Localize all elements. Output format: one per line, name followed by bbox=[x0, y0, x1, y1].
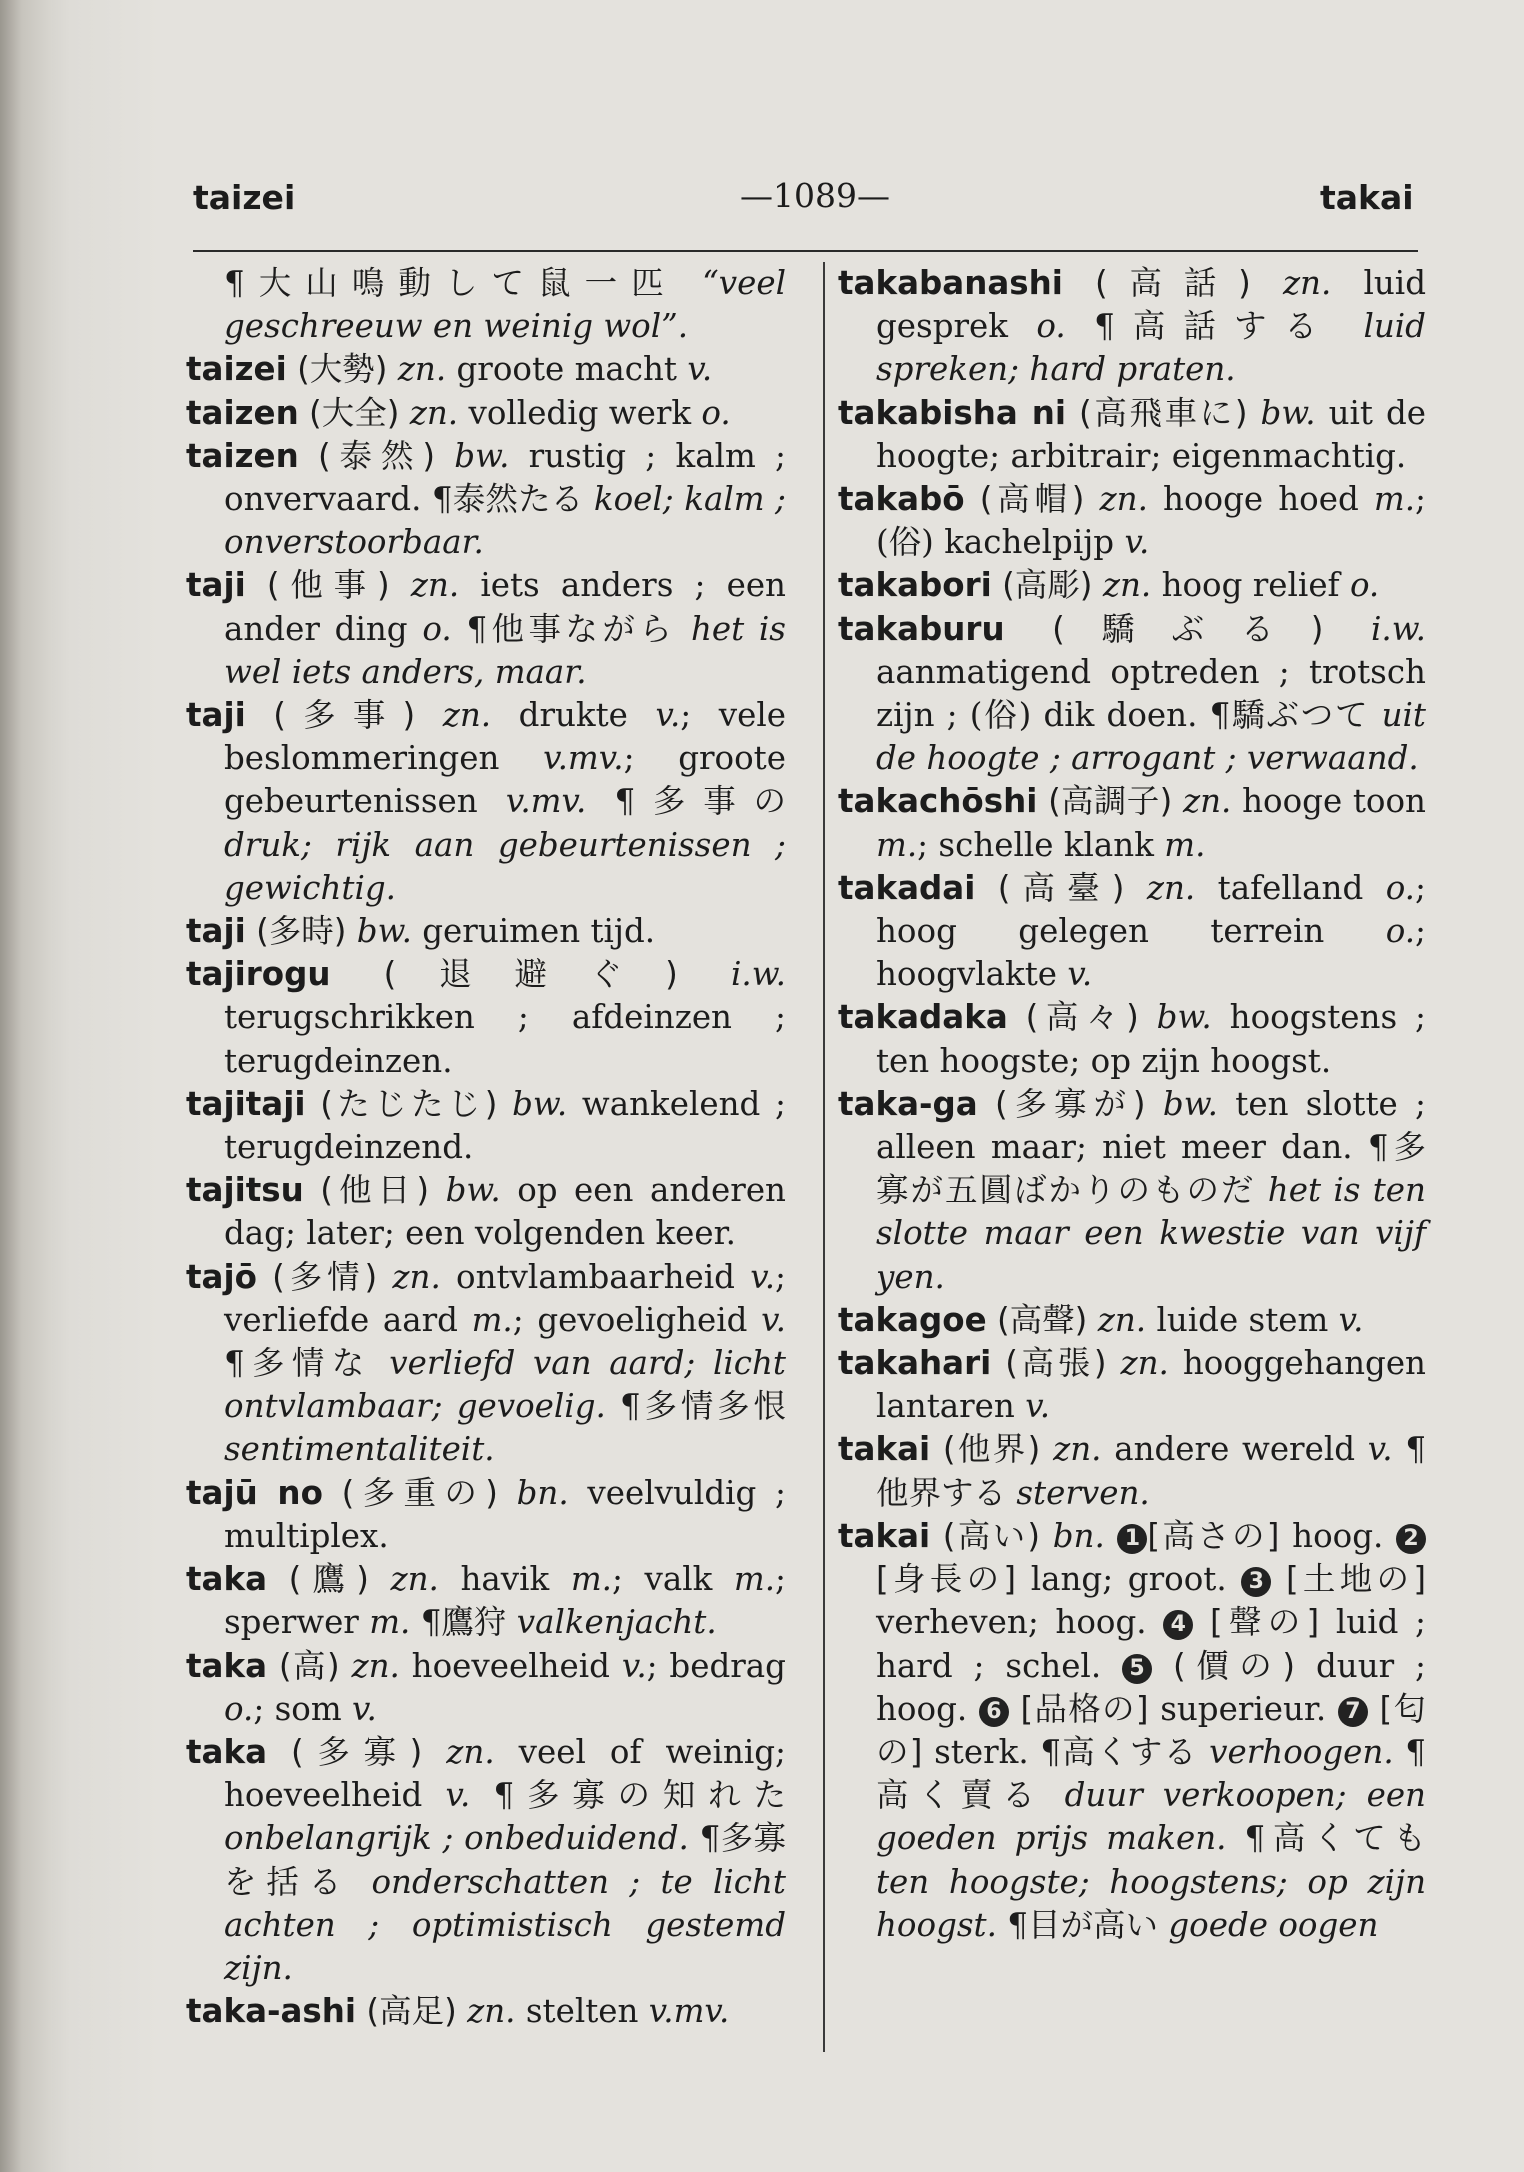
dictionary-entry: takadai (高臺) zn. tafelland o.; hoog gelegen terrein o.; hoogvlakte v. bbox=[838, 868, 1426, 994]
dictionary-entry: taka (多寡) zn. veel of weinig; hoeveelheid v. ¶多寡の知れた onbelangrijk ; onbeduidend. ¶多寡を括る onderschatten ; te licht achten ; optimistisch gestemd zijn. bbox=[186, 1732, 786, 1987]
dictionary-entry: taji (多事) zn. drukte v.; vele beslommeringen v.mv.; groote gebeurtenissen v.mv. ¶多事の druk; rijk aan gebeurtenissen ; gewichtig. bbox=[186, 696, 786, 907]
sense-number-4: 4 bbox=[1163, 1610, 1193, 1640]
page-number: —1089— bbox=[740, 176, 890, 215]
dictionary-entry: taji (多時) bw. geruimen tijd. bbox=[186, 912, 656, 951]
dictionary-entry: taji (他事) zn. iets anders ; een ander ding o. ¶他事ながら het is wel iets anders, maar. bbox=[186, 566, 786, 691]
running-head-left: taizei bbox=[193, 178, 296, 217]
left-column bbox=[186, 262, 786, 2033]
dictionary-entry: takai (他界) zn. andere wereld v. ¶他界する sterven. bbox=[838, 1430, 1426, 1512]
sense-number-5: 5 bbox=[1122, 1654, 1152, 1684]
dictionary-entry: takagoe (高聲) zn. luide stem v. bbox=[838, 1300, 1364, 1339]
running-head-right: takai bbox=[1320, 178, 1414, 217]
sense-number-3: 3 bbox=[1241, 1567, 1271, 1597]
dictionary-entry: takahari (高張) zn. hooggehangen lantaren v. bbox=[838, 1344, 1426, 1426]
dictionary-entry: takabō (高帽) zn. hooge hoed m.; (俗) kachelpijp v. bbox=[838, 480, 1426, 562]
dictionary-entry: takadaka (高々) bw. hoogstens ; ten hoogste; op zijn hoogst. bbox=[838, 998, 1426, 1080]
dictionary-entry: tajō (多情) zn. ontvlambaarheid v.; verliefde aard m.; gevoeligheid v. ¶多情な verliefd van aard; licht ontvlambaar; gevoelig. ¶多情多恨 sentimentaliteit. bbox=[186, 1257, 786, 1469]
dictionary-entry: taizen (大全) zn. volledig werk o. bbox=[186, 393, 731, 432]
sense-number-6: 6 bbox=[979, 1697, 1009, 1727]
dictionary-entry: takabori (高彫) zn. hoog relief o. bbox=[838, 566, 1380, 605]
dictionary-entry: tajū no (多重の) bn. veelvuldig ; multiplex. bbox=[186, 1473, 786, 1555]
dictionary-entry: takai (高い) bn. 1 [高さの] hoog. 2 [身長の] lang; groot. 3 [土地の] verheven; hoog. 4 [聲の] luid ; hard ; schel. 5 (價の) duur ; hoog. 6 [品格の] superieur. 7 [匂の] sterk. ¶高くする verhoogen. ¶高く賣る duur verkoopen; een goeden prijs maken. ¶高くても ten hoogste; hoogstens; op zijn hoogst. ¶目が高い goede oogen bbox=[838, 1516, 1427, 1944]
dictionary-entry: taka (鷹) zn. havik m.; valk m.; sperwer m. ¶鷹狩 valkenjacht. bbox=[186, 1560, 786, 1642]
dictionary-entry: tajitsu (他日) bw. op een anderen dag; later; een volgenden keer. bbox=[186, 1171, 786, 1253]
sense-number-2: 2 bbox=[1396, 1524, 1426, 1554]
dictionary-entry: tajitaji (たじたじ) bw. wankelend ; terugdeinzend. bbox=[186, 1084, 786, 1167]
dictionary-entry: taizei (大勢) zn. groote macht v. bbox=[186, 350, 713, 389]
column-divider bbox=[823, 262, 825, 2052]
right-column bbox=[838, 262, 1426, 1947]
dictionary-entry: takaburu (驕ぶる) i.w. aanmatigend optreden ; trotsch zijn ; (俗) dik doen. ¶驕ぶつて uit de hoogte ; arrogant ; verwaand. bbox=[838, 609, 1427, 778]
dictionary-entry: tajirogu (退避ぐ) i.w. terugschrikken ; afdeinzen ; terugdeinzen. bbox=[186, 955, 786, 1080]
dictionary-entry: ¶大山鳴動して鼠一匹 “veel geschreeuw en weinig wol”. bbox=[224, 264, 786, 346]
dictionary-entry: takabanashi (高話) zn. luid gesprek o. ¶高話する luid spreken; hard praten. bbox=[838, 264, 1426, 389]
dictionary-entry: taka (高) zn. hoeveelheid v.; bedrag o.; som v. bbox=[186, 1646, 786, 1728]
sense-number-1: 1 bbox=[1117, 1524, 1147, 1554]
book-spine-shadow bbox=[0, 0, 52, 2172]
dictionary-entry: taka-ashi (高足) zn. stelten v.mv. bbox=[186, 1992, 730, 2031]
header-rule bbox=[193, 250, 1418, 252]
dictionary-entry: takabisha ni (高飛車に) bw. uit de hoogte; arbitrair; eigenmachtig. bbox=[838, 393, 1426, 475]
dictionary-entry: taizen (泰然) bw. rustig ; kalm ; onvervaard. ¶泰然たる koel; kalm ; onverstoorbaar. bbox=[186, 436, 786, 562]
dictionary-entry: taka-ga (多寡が) bw. ten slotte ; alleen maar; niet meer dan. ¶多寡が五圓ばかりのものだ het is ten slotte maar een kwestie van vijf yen. bbox=[838, 1084, 1426, 1296]
sense-number-7: 7 bbox=[1338, 1697, 1368, 1727]
dictionary-entry: takachōshi (高調子) zn. hooge toon m.; schelle klank m. bbox=[838, 782, 1426, 864]
